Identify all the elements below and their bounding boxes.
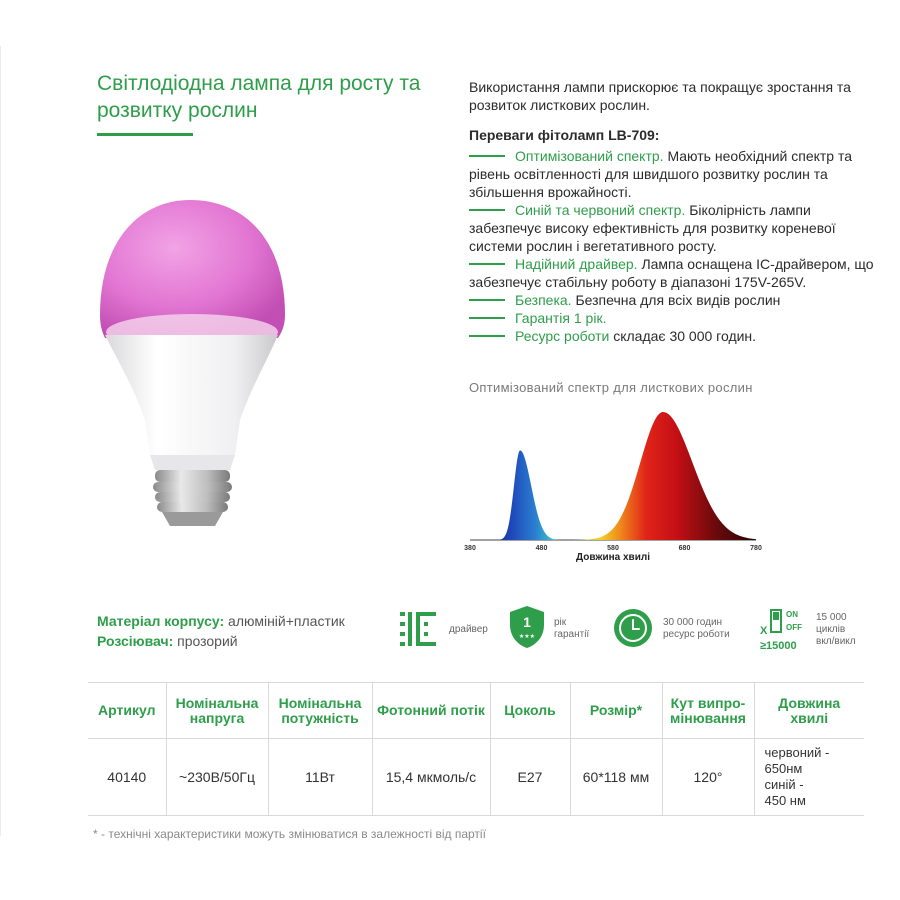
spectrum-chart [460, 400, 780, 570]
page-edge-line [0, 46, 1, 836]
advantage-item: Безпека. Безпечна для всіх видів рослин [469, 291, 884, 309]
advantage-item: Гарантія 1 рік. [469, 309, 884, 327]
cell-beam-angle: 120° [662, 739, 754, 816]
table-header-row [88, 683, 864, 739]
advantages-list [469, 147, 884, 345]
x-axis-label: Довжина хвилі [576, 552, 650, 563]
svg-text:IC: IC [600, 812, 601, 813]
x-tick-680: 680 [678, 545, 691, 552]
specs-table [88, 682, 864, 816]
driver-label: драйвер [449, 624, 488, 635]
svg-text:X: X [760, 625, 768, 637]
header-voltage: Номінальна напруга [166, 683, 268, 739]
intro-text: Використання лампи прискорює та покращує зростання та розвиток листкових рослин. [469, 79, 851, 113]
page-title: Світлодіодна лампа для росту та розвитку рослин [97, 72, 421, 122]
warranty-label: рік гарантії [554, 617, 590, 640]
cell-size: 60*118 мм [570, 739, 662, 816]
x-tick-580: 580 [607, 545, 619, 552]
bulb-screw-base [153, 470, 232, 526]
cycles-label: 15 000 циклів вкл/викл [816, 612, 856, 647]
svg-text:ON: ON [786, 610, 798, 619]
cell-article: 40140 [88, 739, 166, 816]
advantages-heading: Переваги фітоламп LB-709: [469, 127, 660, 143]
advantage-item: Надійний драйвер. Лампа оснащена IC-драйвером, що забезпечує стабільну роботу в діапазоні 175V-265V. [469, 256, 874, 290]
x-tick-780: 780 [750, 545, 762, 552]
bulb-body [105, 335, 278, 455]
warranty-shield-icon [508, 605, 546, 649]
header-photon-flux: Фотонний потік [372, 683, 490, 739]
red-spectrum-peak [556, 412, 756, 540]
advantage-item: Синій та червоний спектр. Біколірність лампи забезпечує високу ефективність для розвитку кореневої системи рослин і вегетативного росту. [469, 202, 836, 254]
x-tick-380: 380 [464, 545, 476, 552]
table-row [88, 739, 864, 816]
footnote: * - технічні характеристики можуть змінюватися в залежності від партії [93, 827, 486, 841]
svg-text:1: 1 [523, 614, 531, 630]
svg-text:OFF: OFF [786, 623, 802, 632]
cell-photon-flux: 15,4 мкмоль/с [372, 739, 490, 816]
advantage-item: Оптимізований спектр. Мають необхідний спектр та рівень освітленності для швидшого розвитку рослин та збільшення врожайності. [469, 148, 853, 200]
diffuser-row: Розсіювач: прозорий [97, 633, 238, 649]
svg-text:★★★: ★★★ [518, 633, 536, 640]
properties [97, 611, 345, 651]
header-size: Розмір* [570, 683, 662, 739]
title-underline [97, 133, 193, 136]
cell-voltage: ~230В/50Гц [166, 739, 268, 816]
x-tick-480: 480 [535, 545, 548, 552]
cell-wavelength: червоний - 650нм синій - 450 нм [754, 739, 864, 816]
cell-socket: E27 [490, 739, 570, 816]
lifetime-label: 30 000 годин ресурс роботи [663, 617, 730, 640]
lamp-image [80, 190, 320, 535]
header-socket: Цоколь [490, 683, 570, 739]
switch-cycles-icon [760, 608, 812, 652]
header-article: Артикул [88, 683, 166, 739]
header-wavelength: Довжина хвилі [754, 683, 864, 739]
advantage-item: Ресурс роботи складає 30 000 годин. [469, 327, 884, 345]
svg-text:≥15000: ≥15000 [760, 640, 797, 652]
spectrum-title: Оптимізований спектр для листкових рослин [469, 380, 753, 395]
material-row: Матеріал корпусу: алюміній+пластик [97, 613, 345, 629]
clock-icon [613, 608, 653, 648]
blue-spectrum-peak [474, 450, 556, 540]
header-beam-angle: Кут випро-мінювання [662, 683, 754, 739]
cell-power: 11Вт [268, 739, 372, 816]
header-power: Номінальна потужність [268, 683, 372, 739]
